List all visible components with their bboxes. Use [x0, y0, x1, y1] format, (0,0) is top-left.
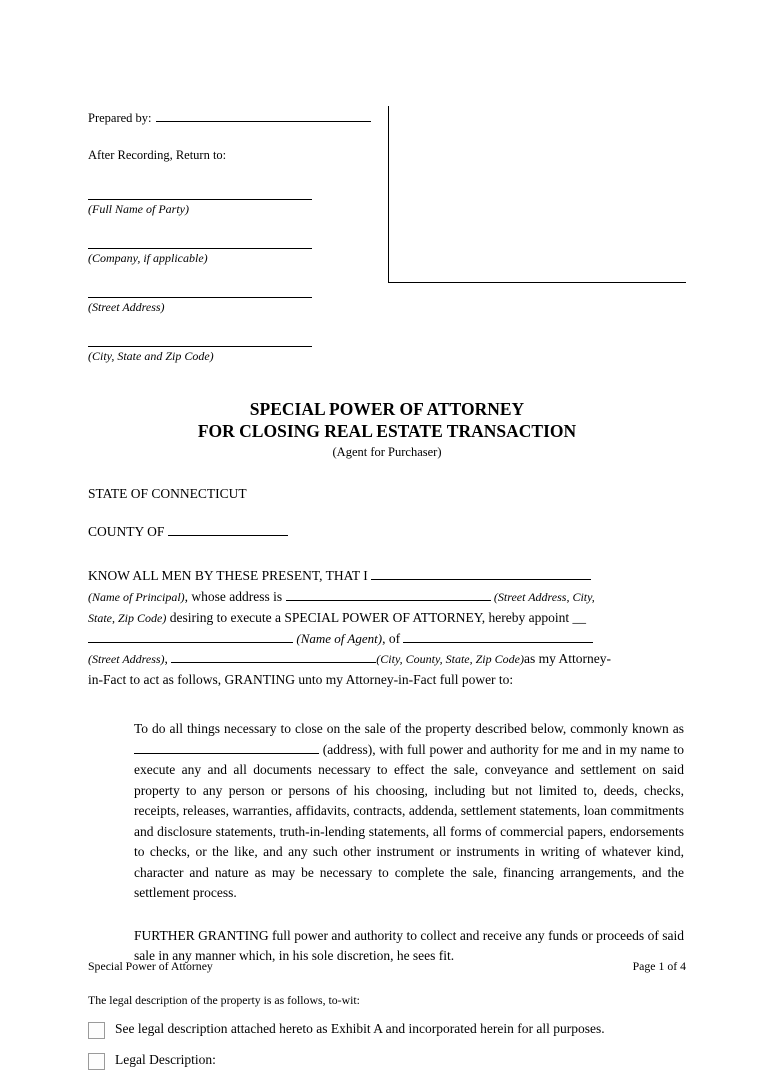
- name-of-principal-label: (Name of Principal): [88, 589, 185, 604]
- footer-page-number: Page 1 of 4: [632, 959, 686, 973]
- name-of-agent-label: (Name of Agent): [296, 630, 383, 646]
- appoint-blank-dashes: __: [572, 609, 587, 625]
- legal-description-intro: The legal description of the property is as follows, to-wit:: [88, 992, 360, 1007]
- whose-address-text: , whose address is: [184, 588, 283, 604]
- exhibit-a-checkbox-row[interactable]: [88, 1020, 686, 1039]
- agent-city-blank: [171, 651, 376, 663]
- further-granting-paragraph: FURTHER GRANTING full power and authority to collect and receive any funds or proceeds of said sale in any manner which, in his sole discretion, he sees fit.: [134, 927, 684, 964]
- of-text: , of: [382, 630, 401, 646]
- know-all-men-text: KNOW ALL MEN BY THESE PRESENT, THAT I: [88, 567, 368, 583]
- as-my-attorney-text: as my Attorney-: [523, 651, 611, 667]
- city-state-zip-blank-row: [88, 334, 686, 347]
- title-block: [88, 398, 686, 460]
- granting-powers-text-part2: (address), with full power and authority for me and in my name to execute any and all documents necessary to effect the sale, conveyance and settlement on said property to any person or persons of his choosing, including but not limited to, deeds, checks, receipts, releases, warranties, affidavits, contracts, addenda, settlement statements, loan commitments and disclosure statements, truth-in-lending statements, all forms of commercial papers, endorsements to checks, or the like, and any such other instrument or instruments in writing of whatever kind, character and nature as may be necessary to complete the sale, financing arrangements, and the settlement process.: [134, 741, 684, 901]
- granting-powers-text-part1: To do all things necessary to close on the sale of the property described below, commonly known as: [134, 721, 684, 737]
- exhibit-a-checkbox-label: See legal description attached hereto as Exhibit A and incorporated herein for all purposes.: [115, 1020, 605, 1036]
- document-subtitle: (Agent for Purchaser): [332, 444, 442, 459]
- page-footer: [88, 959, 686, 974]
- property-address-blank: [134, 742, 319, 754]
- street-address-blank: [88, 285, 312, 298]
- county-line: [88, 524, 686, 540]
- prepared-by-label: Prepared by:: [88, 111, 152, 125]
- desiring-text: desiring to execute a SPECIAL POWER OF ATTORNEY, hereby appoint: [166, 609, 570, 625]
- agent-address-blank: [403, 631, 593, 643]
- exhibit-a-checkbox[interactable]: [88, 1022, 105, 1039]
- street-address-italic-label: (Street Address): [88, 652, 165, 667]
- principal-name-blank: [371, 568, 591, 580]
- legal-description-checkbox-row[interactable]: [88, 1051, 686, 1070]
- party-name-blank-row: [88, 187, 686, 200]
- footer-document-name: Special Power of Attorney: [88, 959, 213, 973]
- prepared-by-blank: [156, 110, 371, 122]
- state-line: STATE OF CONNECTICUT: [88, 485, 247, 501]
- document-title-line1: SPECIAL POWER OF ATTORNEY: [249, 399, 525, 419]
- legal-description-checkbox-label: Legal Description:: [115, 1051, 216, 1067]
- prepared-by-line: [88, 110, 686, 126]
- principal-address-blank: [286, 589, 491, 601]
- state-zip-code-label: State, Zip Code): [88, 610, 167, 625]
- city-state-zip-label: (City, State and Zip Code): [88, 349, 214, 363]
- agent-name-blank: [88, 631, 293, 643]
- county-blank: [168, 524, 288, 536]
- company-blank-row: [88, 236, 686, 249]
- header-horizontal-rule: [388, 282, 686, 283]
- city-state-zip-blank: [88, 334, 312, 347]
- in-fact-line: in-Fact to act as follows, GRANTING unto my Attorney-in-Fact full power to:: [88, 672, 514, 688]
- company-label: (Company, if applicable): [88, 251, 208, 265]
- header-block: [88, 110, 686, 364]
- street-address-blank-row: [88, 285, 686, 298]
- legal-description-checkbox[interactable]: [88, 1053, 105, 1070]
- granting-powers-paragraph: [134, 719, 684, 904]
- street-address-label: (Street Address): [88, 300, 165, 314]
- header-vertical-rule: [388, 106, 389, 282]
- party-name-label: (Full Name of Party): [88, 202, 189, 216]
- city-county-state-zip-label: (City, County, State, Zip Code): [376, 652, 524, 667]
- document-title-line2: FOR CLOSING REAL ESTATE TRANSACTION: [197, 421, 577, 442]
- after-recording-label: After Recording, Return to:: [88, 148, 227, 162]
- company-blank: [88, 236, 312, 249]
- county-label: COUNTY OF: [88, 523, 165, 539]
- party-name-blank: [88, 187, 312, 200]
- street-address-city-label: (Street Address, City,: [493, 589, 595, 604]
- know-all-men-paragraph: KNOW ALL MEN BY THESE PRESENT, THAT I (Name of Principal), whose address is (Street Address, City, State, Zip Code) desiring to execute a SPECIAL POWER OF ATTORNEY, hereby appoint __ (Name of Agent), of (Street Address), (City, County, State, Zip Code)as my Attorney- in-Fact to act as follows, GRANTING unto my Attorney-in-Fact full power to:: [88, 567, 611, 688]
